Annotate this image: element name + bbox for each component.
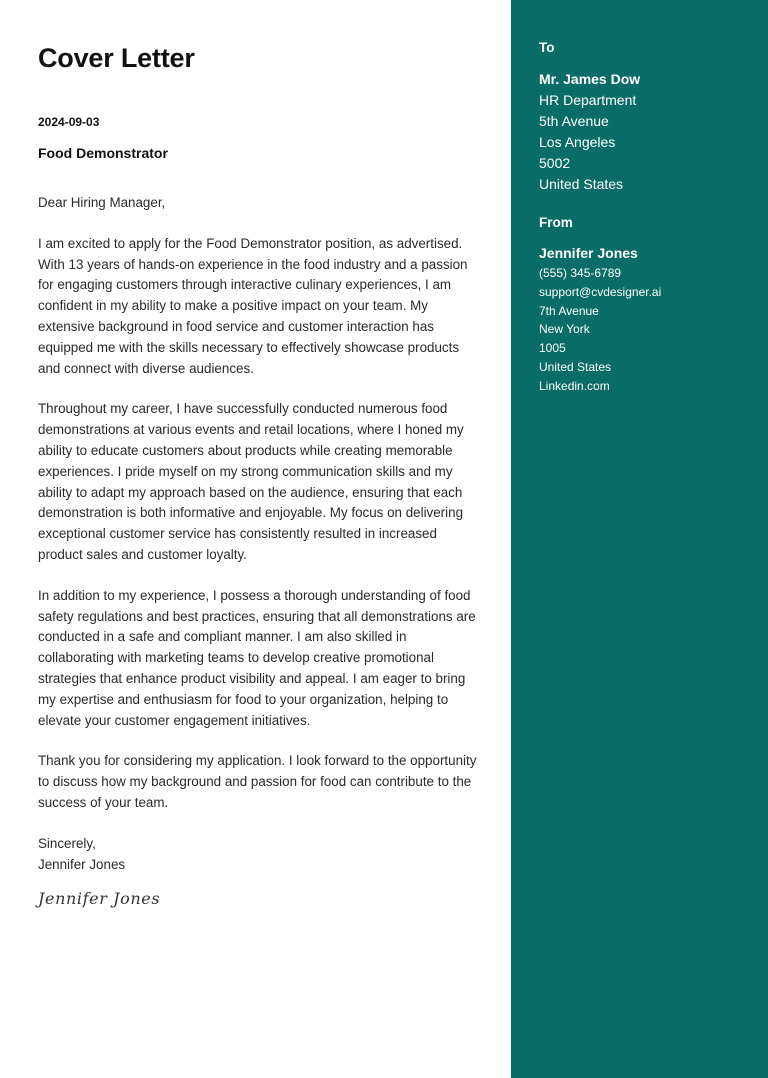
sender-city: New York (539, 322, 590, 337)
sender-linkedin-link[interactable]: Linkedin.com (539, 378, 610, 393)
recipient-street: 5th Avenue (539, 113, 609, 129)
paragraph-4: Thank you for considering my application. I look forward to the opportunity to discuss how my background and passion for food can contribute to the success of your team. (38, 753, 477, 810)
closing-name: Jennifer Jones (38, 856, 126, 872)
paragraph-2: Throughout my career, I have successfully conducted numerous food demonstrations at various events and retail locations, where I honed my ability to educate customers about products while creating memorable experiences. I pride myself on my strong communication skills and my ability to adapt my approach based on the audience, ensuring that each demonstration is both informative and enjoyable. My focus on delivering exceptional customer service has consistently resulted in increased product sales and customer loyalty. (38, 401, 464, 562)
position-title: Food Demonstrator (38, 145, 168, 161)
paragraph-3: In addition to my experience, I possess a thorough understanding of food safety regulations and best practices, ensuring that all demonstrations are conducted in a safe and compliant manner. I am also skilled in collaborating with marketing teams to develop creative promotional strategies that enhance product visibility and appeal. I am eager to bring my expertise and enthusiasm for food to your organization, helping to elevate your customer engagement initiatives. (38, 587, 476, 728)
page-title: Cover Letter (38, 43, 195, 73)
sender-country: United States (539, 359, 612, 374)
closing (38, 834, 484, 876)
from-heading: From (539, 215, 573, 230)
sender-postal-code: 1005 (539, 341, 566, 356)
recipient-name: Mr. James Dow (539, 71, 641, 87)
recipient-city: Los Angeles (539, 134, 616, 150)
closing-phrase: Sincerely, (38, 835, 96, 851)
recipient-department: HR Department (539, 92, 637, 108)
sender-street: 7th Avenue (539, 303, 599, 318)
paragraph-1: I am excited to apply for the Food Demonstrator position, as advertised. With 13 years of hands-on experience in the food industry and a passion for engaging customers through interactive culinary experiences, I am confident in my ability to make a positive impact on your team. My extensive background in food service and customer interaction has equipped me with the skills necessary to effectively showcase products and connect with diverse audiences. (38, 235, 468, 376)
recipient-postal-code: 5002 (539, 155, 571, 171)
recipient-country: United States (539, 176, 624, 192)
letter-date: 2024-09-03 (38, 115, 100, 129)
sender-name: Jennifer Jones (539, 245, 638, 261)
greeting: Dear Hiring Manager, (38, 195, 166, 210)
sender-email[interactable]: support@cvdesigner.ai (539, 284, 662, 299)
contact-sidebar (511, 0, 768, 1078)
sender-phone[interactable]: (555) 345-6789 (539, 266, 622, 280)
signature: Jennifer Jones (38, 889, 161, 909)
to-heading: To (539, 40, 555, 55)
